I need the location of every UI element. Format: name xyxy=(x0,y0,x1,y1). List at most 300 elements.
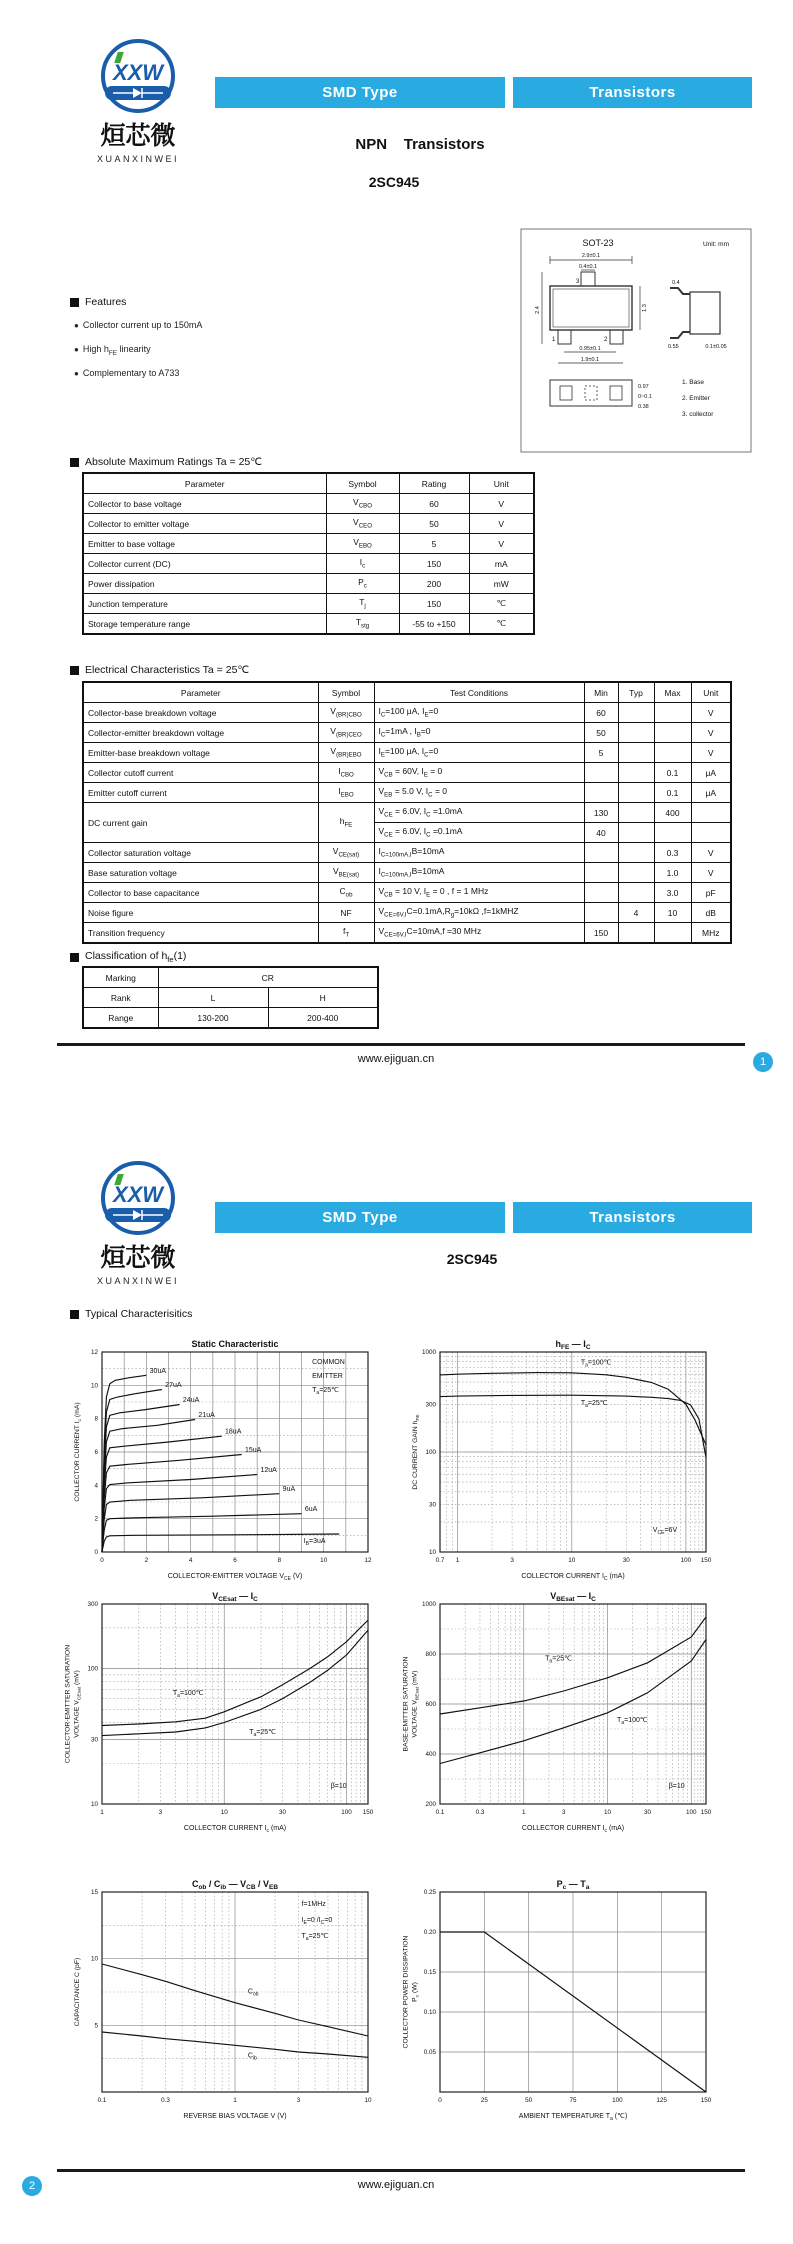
svg-text:2: 2 xyxy=(94,1515,98,1523)
table-cell xyxy=(618,743,654,763)
svg-text:Pc — Ta: $P_c$ — $T_a$ xyxy=(556,1879,590,1891)
pin1-number: 1 xyxy=(552,337,556,343)
table-cell: Emitter-base breakdown voltage xyxy=(83,743,318,763)
table-cell: V xyxy=(691,843,731,863)
svg-text:0.15: 0.15 xyxy=(423,1969,436,1976)
table-cell: -55 to +150 xyxy=(399,614,469,635)
svg-text:150: 150 xyxy=(700,1557,712,1564)
table-cell: L xyxy=(158,988,268,1008)
table-cell: μA xyxy=(691,763,731,783)
table-cell: 60 xyxy=(399,494,469,514)
svg-text:10: 10 xyxy=(90,1382,98,1390)
svg-text:0: 0 xyxy=(94,1549,98,1556)
svg-text:1: 1 xyxy=(521,1809,526,1816)
svg-text:0.20: 0.20 xyxy=(423,1929,436,1936)
table-cell: $V_{CBO}$ xyxy=(326,494,399,514)
table-header-cell: Unit xyxy=(469,473,534,494)
table-row xyxy=(83,967,378,988)
svg-text:IE=0 /IC=0: $I_E=0$ $/I_C=0$ xyxy=(301,1917,333,1926)
table-cell: Base saturation voltage xyxy=(83,863,318,883)
table-cell: Marking xyxy=(83,967,158,988)
amr-title: Absolute Maximum Ratings Ta = 25℃ xyxy=(70,456,262,468)
table-cell: $I_E=100$ μA, $I_C=0$ xyxy=(374,743,584,763)
svg-text:0: 0 xyxy=(438,2097,442,2104)
table-row xyxy=(83,473,534,494)
table-cell xyxy=(618,863,654,883)
banner-transistors xyxy=(513,77,752,108)
feature-item: ● Complementary to A733 xyxy=(74,368,180,378)
table-cell xyxy=(691,803,731,823)
table-cell: mA xyxy=(469,554,534,574)
table-cell xyxy=(618,883,654,903)
dim-side-lead: 0.4 xyxy=(672,280,680,286)
svg-text:0.05: 0.05 xyxy=(423,2049,436,2056)
table-cell: Transition frequency xyxy=(83,923,318,944)
svg-text:150: 150 xyxy=(700,1809,712,1816)
svg-text:Ta=100℃: $T_a=100℃$ xyxy=(172,1689,204,1699)
svg-text:3: 3 xyxy=(561,1809,566,1816)
table-cell: CR xyxy=(158,967,378,988)
part-number: 2SC945 xyxy=(368,174,420,190)
banner-left-label: SMD Type xyxy=(322,1209,398,1226)
table-cell: Range xyxy=(83,1008,158,1029)
brand-name-en: XUANXINWEI xyxy=(96,154,180,164)
pin-legend-emitter: 2. Emitter xyxy=(682,395,710,402)
elec-title: Electrical Characteristics Ta = 25℃ xyxy=(70,664,249,676)
table-cell: 0.3 xyxy=(654,843,691,863)
svg-text:1: 1 xyxy=(233,2097,237,2104)
svg-text:1: 1 xyxy=(455,1557,460,1564)
logo-letters: XXW xyxy=(112,1182,164,1207)
svg-text:f=1MHz: f=1MHz xyxy=(301,1901,326,1908)
table-row xyxy=(83,883,731,903)
svg-text:100: 100 xyxy=(612,2097,623,2104)
svg-text:100: 100 xyxy=(425,1449,436,1456)
svg-text:150: 150 xyxy=(700,2097,712,2104)
svg-text:125: 125 xyxy=(656,2097,667,2104)
svg-text:Cib: $C_{ib}$ xyxy=(247,2052,257,2062)
chart-pc-ta xyxy=(398,1878,718,2136)
table-cell: $T_j$ xyxy=(326,594,399,614)
dim-pitch2: 1.9±0.1 xyxy=(580,357,600,363)
table-cell xyxy=(584,783,618,803)
svg-text:10: 10 xyxy=(90,1955,98,1963)
table-cell: Collector to base voltage xyxy=(83,494,326,514)
table-header-cell: Min xyxy=(584,682,618,703)
table-cell xyxy=(618,703,654,723)
table-cell: Collector current (DC) xyxy=(83,554,326,574)
table-cell xyxy=(618,843,654,863)
svg-text:10: 10 xyxy=(90,1801,98,1808)
table-cell: $V_{CE} = 6.0V$, $I_C =0.1mA$ xyxy=(374,823,584,843)
svg-text:Pc (W): $P_c$ (W) xyxy=(411,1982,421,2002)
table-cell: $V_{CB} = 60V$, $I_E = 0$ xyxy=(374,763,584,783)
table-cell: $V_{EBO}$ xyxy=(326,534,399,554)
svg-text:10: 10 xyxy=(320,1557,328,1564)
table-cell: Collector cutoff current xyxy=(83,763,318,783)
table-cell xyxy=(654,703,691,723)
footer-url: www.ejiguan.cn xyxy=(357,1053,435,1065)
brand-name-cn: 烜芯微 xyxy=(100,1244,176,1272)
table-cell: 50 xyxy=(399,514,469,534)
table-cell: ℃ xyxy=(469,614,534,635)
svg-text:1: 1 xyxy=(100,1809,104,1816)
svg-text:COLLECTOR CURRENT IC (mA): COLLECTOR CURRENT $I_C$ (mA) xyxy=(521,1573,625,1582)
table-cell: μA xyxy=(691,783,731,803)
table-cell: Storage temperature range xyxy=(83,614,326,635)
svg-text:VCEsat — IC: $V_{CEsat}$ — $I_C$ xyxy=(212,1591,258,1603)
table-row xyxy=(83,723,731,743)
svg-text:0.10: 0.10 xyxy=(423,2009,436,2016)
svg-text:3: 3 xyxy=(158,1809,163,1816)
table-cell: 130-200 xyxy=(158,1008,268,1029)
table-cell: 200 xyxy=(399,574,469,594)
table-cell: $V_{CE=6V,I}C=0.1mA,R_g=10k\Omega$ ,f=1kMHZ xyxy=(374,903,584,923)
svg-text:8: 8 xyxy=(94,1415,98,1423)
table-cell: 3.0 xyxy=(654,883,691,903)
svg-text:6: 6 xyxy=(233,1557,237,1564)
banner-right-label: Transistors xyxy=(589,84,676,101)
section-square-icon xyxy=(70,666,79,675)
table-cell: 4 xyxy=(618,903,654,923)
chart-static-characteristic xyxy=(60,1338,380,1596)
table-cell: $I_{CBO}$ xyxy=(318,763,374,783)
table-cell: $V_{CE=6V,I}C=10mA,f =30$ MHz xyxy=(374,923,584,944)
table-cell: V xyxy=(469,494,534,514)
table-cell: $h_{FE}$ xyxy=(318,803,374,843)
svg-text:COLLECTOR CURRENT Ic (mA): COLLECTOR CURRENT $I_c$ (mA) xyxy=(521,1825,625,1834)
amr-table xyxy=(82,472,535,635)
table-cell: Rank xyxy=(83,988,158,1008)
table-cell: $C_{ob}$ xyxy=(318,883,374,903)
package-drawing xyxy=(520,228,752,453)
table-cell: $V_{BE(sat)}$ xyxy=(318,863,374,883)
dim-height: 2.4 xyxy=(535,306,541,314)
table-cell xyxy=(584,763,618,783)
pin3-number: 3 xyxy=(576,279,580,285)
table-row xyxy=(83,903,731,923)
svg-text:Ta=25℃: $T_a=25℃$ xyxy=(312,1387,339,1396)
table-cell: $f_T$ xyxy=(318,923,374,944)
feature-item: ● Collector current up to 150mA xyxy=(74,320,203,330)
svg-text:12uA: 12uA xyxy=(260,1467,277,1474)
table-cell: $V_{(BR)EBO}$ xyxy=(318,743,374,763)
table-cell: mW xyxy=(469,574,534,594)
table-header-cell: Typ xyxy=(618,682,654,703)
svg-text:10: 10 xyxy=(568,1557,576,1564)
svg-text:100: 100 xyxy=(685,1809,697,1816)
svg-text:VCE=6V: $V_{CE}=6V$ xyxy=(652,1527,678,1536)
svg-text:Ta=25℃: $T_a=25℃$ xyxy=(301,1933,329,1942)
banner-right-label: Transistors xyxy=(589,1209,676,1226)
table-cell: $I_C=100$ μA, $I_E=0$ xyxy=(374,703,584,723)
table-header-cell: Symbol xyxy=(318,682,374,703)
svg-text:COLLECTOR POWER DISSIPATION: COLLECTOR POWER DISSIPATION xyxy=(402,1935,410,2049)
dim-pitch1: 0.95±0.1 xyxy=(579,346,601,352)
table-cell: V xyxy=(691,703,731,723)
table-cell xyxy=(654,923,691,944)
bullet-icon: ● xyxy=(74,345,79,354)
svg-text:30: 30 xyxy=(622,1557,630,1564)
table-cell: Junction temperature xyxy=(83,594,326,614)
chart-hfe-ic xyxy=(398,1338,718,1596)
section-square-icon xyxy=(70,1310,79,1319)
dim-width: 2.9±0.1 xyxy=(581,253,601,259)
table-row xyxy=(83,863,731,883)
svg-text:200: 200 xyxy=(425,1801,436,1808)
doc-subtitle: NPN Transistors xyxy=(355,136,485,153)
svg-text:REVERSE BIAS VOLTAGE V (V): REVERSE BIAS VOLTAGE V (V) xyxy=(183,2113,287,2120)
table-cell: 150 xyxy=(584,923,618,944)
table-header-cell: Unit xyxy=(691,682,731,703)
table-cell: Collector to base capacitance xyxy=(83,883,318,903)
brand-name-cn: 烜芯微 xyxy=(100,122,176,150)
part-number: 2SC945 xyxy=(446,1251,498,1267)
svg-text:5: 5 xyxy=(94,2022,98,2030)
svg-text:800: 800 xyxy=(425,1651,436,1658)
svg-text:8: 8 xyxy=(277,1557,282,1564)
svg-text:2: 2 xyxy=(144,1557,149,1564)
table-cell: 60 xyxy=(584,703,618,723)
table-cell: V xyxy=(469,534,534,554)
table-row xyxy=(83,743,731,763)
table-cell: $V_{(BR)CEO}$ xyxy=(318,723,374,743)
table-row xyxy=(83,803,731,823)
table-cell: dB xyxy=(691,903,731,923)
svg-text:β=10: β=10 xyxy=(330,1783,347,1790)
svg-text:AMBIENT TEMPERATURE Ta (℃): AMBIENT TEMPERATURE $T_a$ (℃) xyxy=(518,2113,628,2122)
table-row xyxy=(83,703,731,723)
table-cell: Noise figure xyxy=(83,903,318,923)
bullet-icon: ● xyxy=(74,369,79,378)
table-cell xyxy=(584,843,618,863)
table-row xyxy=(83,494,534,514)
table-cell: Emitter cutoff current xyxy=(83,783,318,803)
svg-text:300: 300 xyxy=(87,1601,98,1608)
svg-text:0.25: 0.25 xyxy=(423,1889,436,1896)
table-cell: $V_{CEO}$ xyxy=(326,514,399,534)
svg-text:Ta=25℃: $T_a=25℃$ xyxy=(249,1728,277,1738)
svg-text:COLLECTOR-EMITTER VOLTAGE VCE: COLLECTOR-EMITTER VOLTAGE $V_{CE}$ (V) xyxy=(167,1573,303,1582)
table-row xyxy=(83,594,534,614)
svg-text:1000: 1000 xyxy=(421,1601,436,1608)
svg-text:DC CURRENT GAIN hFE: DC CURRENT GAIN $h_{FE}$ xyxy=(412,1414,421,1490)
logo-letters: XXW xyxy=(112,60,164,85)
svg-text:30: 30 xyxy=(279,1809,287,1816)
svg-text:30: 30 xyxy=(643,1809,651,1816)
svg-text:β=10: β=10 xyxy=(668,1783,685,1790)
dim-side-standoff: 0.55 xyxy=(668,344,679,350)
table-cell: 150 xyxy=(399,594,469,614)
table-cell: V xyxy=(691,863,731,883)
table-cell: $P_c$ xyxy=(326,574,399,594)
table-cell: 0.1 xyxy=(654,763,691,783)
svg-text:30: 30 xyxy=(428,1501,436,1509)
svg-text:Ta=100℃: $T_a=100℃$ xyxy=(617,1717,648,1726)
table-cell: 400 xyxy=(654,803,691,823)
table-cell: H xyxy=(268,988,378,1008)
table-header-cell: Symbol xyxy=(326,473,399,494)
brand-name-en: XUANXINWEI xyxy=(96,1276,180,1286)
table-cell xyxy=(654,743,691,763)
table-cell xyxy=(584,903,618,923)
table-cell: NF xyxy=(318,903,374,923)
table-cell: 5 xyxy=(584,743,618,763)
banner-transistors xyxy=(513,1202,752,1233)
svg-text:CAPACITANCE C (pF): CAPACITANCE C (pF) xyxy=(74,1957,81,2027)
table-cell: ℃ xyxy=(469,594,534,614)
table-cell: 1.0 xyxy=(654,863,691,883)
section-square-icon xyxy=(70,298,79,307)
svg-text:hFE — IC: $h_{FE}$ — $I_C$ xyxy=(555,1339,591,1351)
svg-text:0.7: 0.7 xyxy=(435,1557,445,1564)
table-cell: $I_{C=100mA,I}B=10mA$ xyxy=(374,863,584,883)
table-cell xyxy=(618,763,654,783)
table-cell xyxy=(618,803,654,823)
svg-text:Cob / Cib — VCB / VEB: $C_{ob} / C_{ib}$ — $V_{CB} / V_{EB}$ xyxy=(191,1879,279,1891)
svg-text:EMITTER: EMITTER xyxy=(312,1373,343,1380)
table-cell xyxy=(618,923,654,944)
svg-text:3: 3 xyxy=(296,2097,301,2104)
svg-text:6uA: 6uA xyxy=(304,1506,318,1514)
table-cell: $I_c$ xyxy=(326,554,399,574)
svg-text:600: 600 xyxy=(425,1701,436,1708)
svg-text:1000: 1000 xyxy=(421,1349,436,1356)
table-header-cell: Parameter xyxy=(83,682,318,703)
table-cell: $I_{C=100mA,I}B=10mA$ xyxy=(374,843,584,863)
svg-text:12: 12 xyxy=(364,1557,372,1564)
table-cell: 5 xyxy=(399,534,469,554)
table-row xyxy=(83,574,534,594)
page-number-badge: 1 xyxy=(753,1052,773,1072)
table-header-cell: Test Conditions xyxy=(374,682,584,703)
chart-vcesat-ic xyxy=(60,1590,380,1848)
svg-text:VBEsat — IC: $V_{BEsat}$ — $I_C$ xyxy=(550,1591,596,1603)
table-row xyxy=(83,923,731,944)
svg-text:COLLECTOR CURRENT Ic (mA): COLLECTOR CURRENT $I_c$ (mA) xyxy=(74,1402,83,1502)
svg-text:21uA: 21uA xyxy=(198,1412,215,1419)
table-row xyxy=(83,554,534,574)
table-cell: Power dissipation xyxy=(83,574,326,594)
svg-text:9uA: 9uA xyxy=(282,1486,296,1494)
svg-text:50: 50 xyxy=(525,2097,533,2104)
table-cell: $V_{CE} = 6.0V$, $I_C =1.0mA$ xyxy=(374,803,584,823)
table-cell xyxy=(691,823,731,843)
svg-text:150: 150 xyxy=(362,1809,374,1816)
footer-url: www.ejiguan.cn xyxy=(357,2179,435,2191)
feature-item: ● High $h_{FE}$ linearity xyxy=(74,344,151,357)
table-row xyxy=(83,1008,378,1029)
dim-side-thickness: 0.1±0.05 xyxy=(705,344,727,350)
table-cell: pF xyxy=(691,883,731,903)
table-row xyxy=(83,783,731,803)
pin-legend-collector: 3. collector xyxy=(682,411,714,418)
svg-text:COLLECTOR-EMITTER SATURATION: COLLECTOR-EMITTER SATURATION xyxy=(64,1644,72,1764)
svg-text:Ta=25℃: $T_a=25℃$ xyxy=(580,1399,608,1409)
svg-text:Ta=25℃: $T_a=25℃$ xyxy=(545,1655,572,1665)
svg-text:15: 15 xyxy=(90,1889,98,1896)
table-cell: 40 xyxy=(584,823,618,843)
table-cell: $V_{(BR)CBO}$ xyxy=(318,703,374,723)
table-cell: 150 xyxy=(399,554,469,574)
table-cell: Collector-base breakdown voltage xyxy=(83,703,318,723)
table-row xyxy=(83,514,534,534)
table-cell xyxy=(654,723,691,743)
svg-text:Static Characteristic: Static Characteristic xyxy=(191,1339,279,1349)
hfe-class-title: Classification of $h_{fe}(1)$ xyxy=(70,950,186,964)
svg-text:75: 75 xyxy=(569,2097,577,2104)
banner-left-label: SMD Type xyxy=(322,84,398,101)
svg-text:Cob: $C_{ob}$ xyxy=(247,1988,259,1998)
table-cell xyxy=(618,783,654,803)
svg-text:10: 10 xyxy=(364,2097,372,2104)
svg-text:18uA: 18uA xyxy=(225,1428,242,1436)
table-header-cell: Max xyxy=(654,682,691,703)
svg-text:30uA: 30uA xyxy=(149,1367,167,1375)
svg-text:24uA: 24uA xyxy=(182,1397,200,1404)
svg-text:0.3: 0.3 xyxy=(475,1809,485,1816)
svg-text:0.1: 0.1 xyxy=(97,2097,107,2104)
section-square-icon xyxy=(70,953,79,962)
table-cell xyxy=(584,863,618,883)
svg-text:10: 10 xyxy=(428,1549,436,1556)
svg-text:IB=3uA: $I_B=3uA$ xyxy=(303,1537,326,1547)
svg-text:12: 12 xyxy=(90,1349,98,1356)
table-cell: $I_{EBO}$ xyxy=(318,783,374,803)
bullet-icon: ● xyxy=(74,321,79,330)
table-cell: Collector saturation voltage xyxy=(83,843,318,863)
package-title: SOT-23 xyxy=(582,238,614,248)
brand-logo xyxy=(83,1158,193,1294)
features-title: Features xyxy=(70,296,126,308)
typical-characteristics-title: Typical Characterisitics xyxy=(70,1308,192,1320)
table-cell xyxy=(584,883,618,903)
table-cell: Emitter to base voltage xyxy=(83,534,326,554)
table-cell: 50 xyxy=(584,723,618,743)
svg-text:VOLTAGE VBEsat (mV): VOLTAGE $V_{BEsat}$ (mV) xyxy=(411,1670,421,1738)
electrical-characteristics-table xyxy=(82,681,732,944)
svg-text:300: 300 xyxy=(425,1401,436,1409)
footer-rule xyxy=(57,2169,745,2172)
svg-text:10: 10 xyxy=(603,1809,612,1816)
svg-text:30: 30 xyxy=(90,1736,98,1744)
table-cell xyxy=(618,723,654,743)
table-header-cell: Rating xyxy=(399,473,469,494)
table-cell xyxy=(618,823,654,843)
dim-bottom3: 0.38 xyxy=(638,404,649,410)
dim-body: 1.3 xyxy=(642,304,648,312)
svg-text:3: 3 xyxy=(510,1557,514,1564)
svg-text:Ta=100℃: $T_a=100℃$ xyxy=(580,1359,612,1369)
svg-text:0.3: 0.3 xyxy=(161,2097,170,2104)
table-row xyxy=(83,682,731,703)
pin2-number: 2 xyxy=(604,337,608,343)
chart-cob-cib xyxy=(60,1878,380,2136)
table-row xyxy=(83,614,534,635)
svg-text:6: 6 xyxy=(94,1449,98,1456)
svg-text:4: 4 xyxy=(94,1482,98,1490)
table-cell: MHz xyxy=(691,923,731,944)
footer-rule xyxy=(57,1043,745,1046)
svg-text:100: 100 xyxy=(341,1809,352,1816)
table-cell: $I_C=1mA$ , $I_B=0$ xyxy=(374,723,584,743)
table-cell: V xyxy=(691,723,731,743)
svg-text:100: 100 xyxy=(87,1665,98,1673)
table-cell: $V_{CE(sat)}$ xyxy=(318,843,374,863)
table-cell: 10 xyxy=(654,903,691,923)
svg-text:15uA: 15uA xyxy=(244,1447,262,1454)
hfe-classification-table xyxy=(82,966,379,1029)
